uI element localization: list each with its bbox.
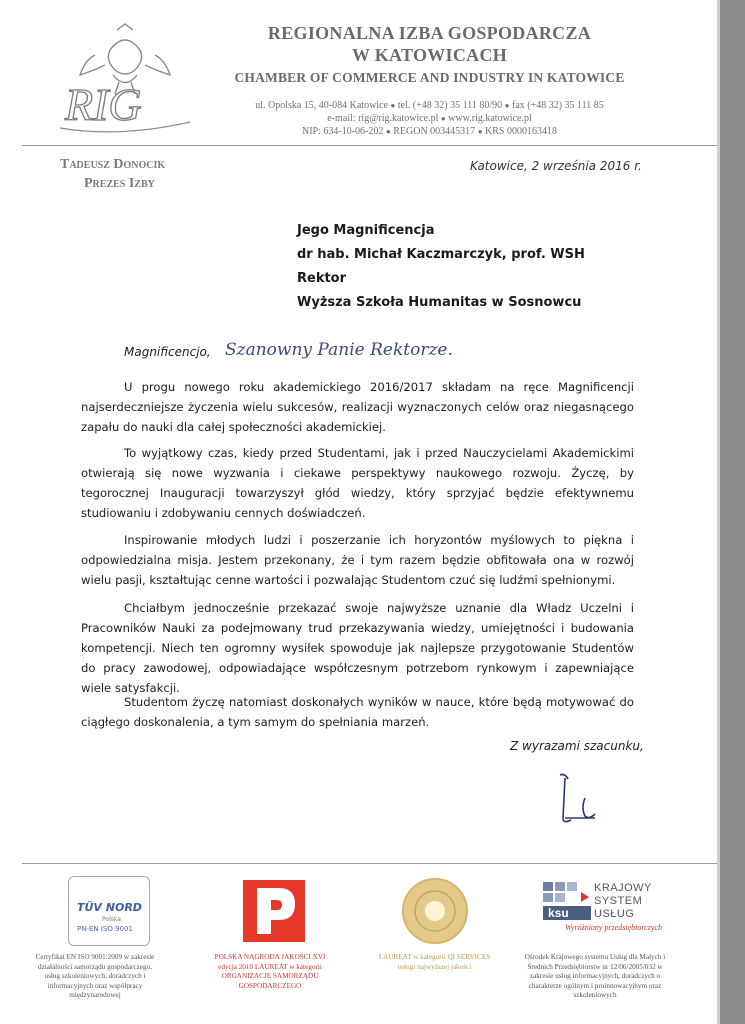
paragraph-1: U progu nowego roku akademickiego 2016/2017 składam na ręce Magnificencji najserdeczniejsze życzenia wielu sukcesów, realizacji wyznaczonych celów oraz niegasnącego zapału do nauki dla całej społeczności akademickiej. (81, 380, 634, 434)
laureat-caption: LAUREAT w kategorii QI SERVICES usługi najwyższej jakości (378, 953, 491, 971)
closing: Z wyrazami szacunku, (510, 739, 644, 753)
ksu-tagline: Wyróżniony przedsiębiorczych (565, 923, 662, 932)
sender-name: Tadeusz Donocik (60, 157, 166, 172)
contact-line-1: ul. Opolska 15, 40-084 Katowice ● tel. (+48 32) 35 111 80/90 ● fax (+48 32) 35 111 85 (255, 100, 604, 111)
tuv-caption: Certyfikat EN ISO 9001:2009 w zakresie działalności samorządu gospodarczego, usług szkoleniowych, doradczych i informacyjnych oraz współpracy międzynarodowej (35, 953, 155, 999)
svg-text:RIG: RIG (65, 79, 142, 130)
laureat-medal-icon (402, 878, 468, 944)
contact-line-2: e-mail: rig@rig.katowice.pl ● www.rig.katowice.pl (327, 113, 532, 124)
handwritten-greeting (225, 330, 525, 370)
tuv-nord-logo: TÜV NORD Polska PN-EN ISO 9001 (68, 876, 150, 946)
pnj-caption: POLSKA NAGRODA JAKOŚCI XVI edycja 2010 LAUREAT w kategorii ORGANIZACJE SAMORZĄDU GOSPODARCZEGO (214, 953, 326, 990)
paragraph-2: To wyjątkowy czas, kiedy przed Studentami, jak i przed Nauczycielami Akademickimi otwierają się nowe wyzwania i ciekawe perspektywy naukowego rozwoju. Życzę, by tegorocznej Inauguracji towarzyszył głód wiedzy, który sprzyjać będzie efektywnemu studiowaniu i zdobywaniu cennych doświadczeń. (81, 446, 634, 520)
header-divider (22, 145, 717, 146)
ksu-logo (543, 882, 593, 922)
polska-nagroda-jakosci-logo (243, 880, 305, 942)
ksu-caption: Ośrodek Krajowego systemu Usług dla Małych i Średnich Przedsiębiorstw nr 12/06/2005/032 w zakresie usług informacyjnych, doradczych o charakterze ogólnym i proinnowacyjnym oraz szkoleniowych (524, 953, 666, 999)
letter-date: Katowice, 2 września 2016 r. (470, 159, 642, 173)
org-name-en: CHAMBER OF COMMERCE AND INDUSTRY IN KATOWICE (234, 70, 625, 85)
sender-block (60, 155, 165, 193)
org-name: REGIONALNA IZBA GOSPODARCZA W KATOWICACH (267, 23, 592, 65)
contact-line-3: NIP: 634-10-06-202 ● REGON 003445317 ● KRS 0000163418 (302, 126, 557, 137)
footer-divider (22, 863, 717, 864)
sender-title: Prezes Izby (84, 176, 155, 191)
paragraph-4: Chciałbym jednocześnie przekazać swoje najwyższe uznanie dla Władz Uczelni i Pracowników Nauki za podejmowany trud przekazywania wiedzy, umiejętności i budowania kompetencji. Niech ten ogromny wysiłek spowoduje jak najlepsze przygotowanie Studentów do pracy zawodowej, odpowiadające współczesnym potrzebom rynkowym i zapewniające wiele satysfakcji. (81, 601, 634, 695)
salutation: Magnificencjo, (124, 345, 211, 359)
rig-logo (55, 20, 195, 138)
svg-text:Szanowny Panie Rektorze.: Szanowny Panie Rektorze. (225, 340, 453, 360)
svg-text:ksu: ksu (548, 906, 569, 920)
recipient-block: Jego Magnificencja dr hab. Michał Kaczmarczyk, prof. WSH Rektor Wyższa Szkoła Humanitas w Sosnowcu (297, 223, 585, 310)
ksu-brand: KRAJOWY SYSTEM USŁUG (594, 882, 652, 920)
signature (545, 770, 615, 830)
paragraph-5: Studentom życzę natomiast doskonałych wyników w nauce, które będą motywować do ciągłego doskonalenia, a tym samym do spełniania marzeń. (81, 695, 634, 729)
paragraph-3: Inspirowanie młodych ludzi i poszerzanie ich horyzontów myślowych to piękna i odpowiedzialna misja. Jestem przekonany, że i tym razem będzie obfitowała ona w rozwój wielu pasji, kształtując cenne wartości i pozwalając Studentom czuć się ludźmi spełnionymi. (81, 533, 634, 587)
